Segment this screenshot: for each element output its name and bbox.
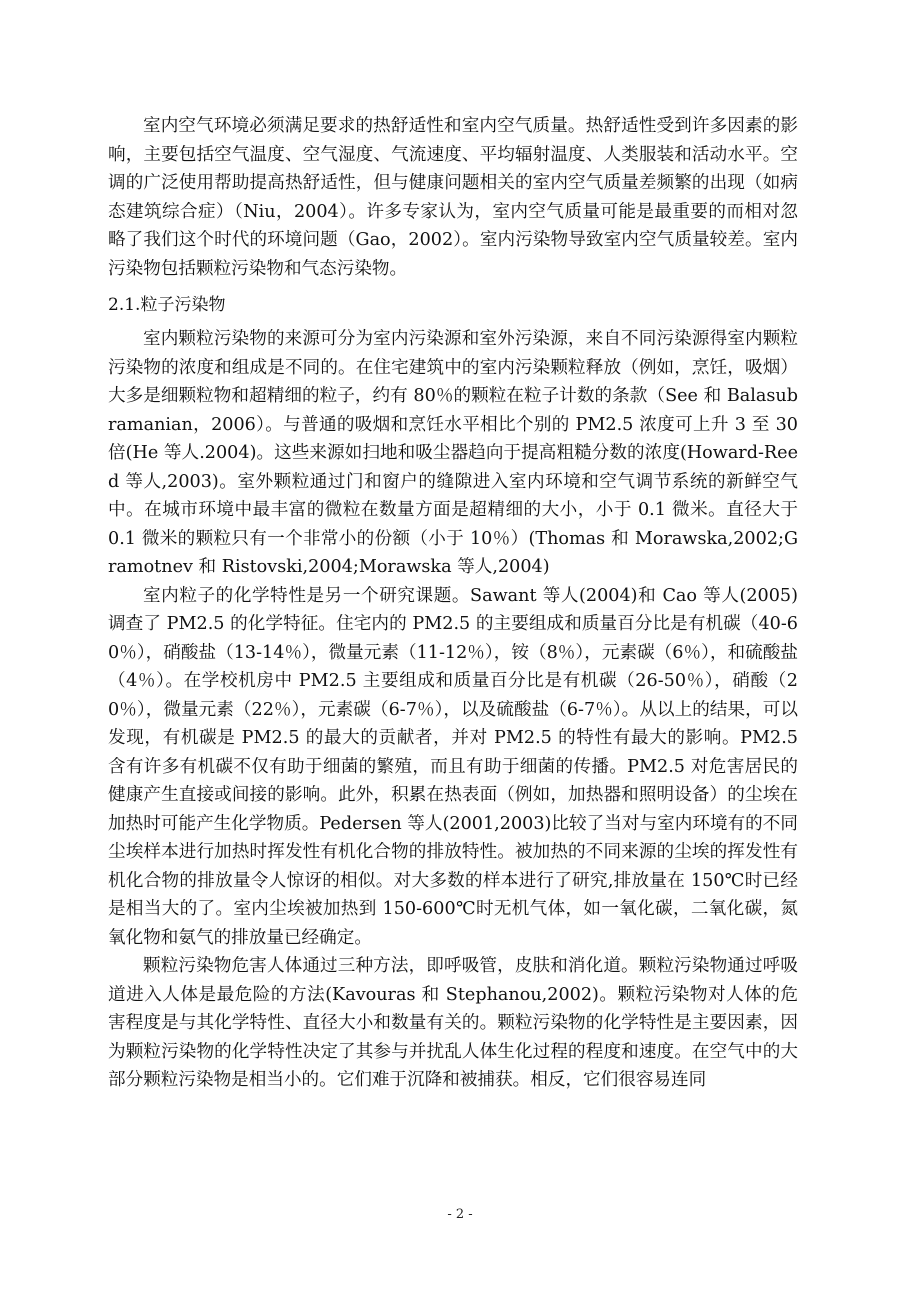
page-number: - 2 - — [447, 1207, 473, 1222]
page-body — [108, 112, 798, 1095]
paragraph-indoor-air-environment: 室内空气环境必须满足要求的热舒适性和室内空气质量。热舒适性受到许多因素的影响，主要包括空气温度、空气湿度、气流速度、平均辐射温度、人类服装和活动水平。空调的广泛使用帮助提高热舒适性，但与健康问题相关的室内空气质量差频繁的出现（如病态建筑综合症）（Niu，2004）。许多专家认为，室内空气质量可能是最重要的而相对忽略了我们这个时代的环境问题（Gao，2002）。室内污染物导致室内空气质量较差。室内污染物包括颗粒污染物和气态污染物。 — [108, 116, 798, 279]
section-heading: 2.1.粒子污染物 — [108, 295, 226, 315]
paragraph-particle-sources: 室内颗粒污染物的来源可分为室内污染源和室外污染源，来自不同污染源得室内颗粒污染物的浓度和组成是不同的。在住宅建筑中的室内污染颗粒释放（例如，烹饪，吸烟）大多是细颗粒物和超精细的粒子，约有 80％的颗粒在粒子计数的条款（See 和 Balasubramanian，2006）。与普通的吸烟和烹饪水平相比个别的 PM2.5 浓度可上升 3 至 30 倍(He 等人.2004)。这些来源如扫地和吸尘器趋向于提高粗糙分数的浓度(Howard-Reed 等人,2003)。室外颗粒通过门和窗户的缝隙进入室内环境和空气调节系统的新鲜空气中。在城市环境中最丰富的微粒在数量方面是超精细的大小，小于 0.1 微米。直径大于 0.1 微米的颗粒只有一个非常小的份额（小于 10％）(Thomas 和 Morawska,2002;Gramotnev 和 Ristovski,2004;Morawska 等人,2004) — [108, 329, 798, 577]
paragraph-particle-chemistry: 室内粒子的化学特性是另一个研究课题。Sawant 等人(2004)和 Cao 等人(2005)调查了 PM2.5 的化学特征。住宅内的 PM2.5 的主要组成和质量百分比是有机碳（40-60％），硝酸盐（13-14％），微量元素（11-12％），铵（8％），元素碳（6％），和硫酸盐（4％）。在学校机房中 PM2.5 主要组成和质量百分比是有机碳（26-50％），硝酸（20％），微量元素（22％），元素碳（6-7％），以及硫酸盐（6-7％）。从以上的结果，可以发现，有机碳是 PM2.5 的最大的贡献者，并对 PM2.5 的特性有最大的影响。PM2.5 含有许多有机碳不仅有助于细菌的繁殖，而且有助于细菌的传播。PM2.5 对危害居民的健康产生直接或间接的影响。此外，积累在热表面（例如，加热器和照明设备）的尘埃在加热时可能产生化学物质。Pedersen 等人(2001,2003)比较了当对与室内环境有的不同尘埃样本进行加热时挥发性有机化合物的排放特性。被加热的不同来源的尘埃的挥发性有机化合物的排放量令人惊讶的相似。对大多数的样本进行了研究,排放量在 150℃时已经是相当大的了。室内尘埃被加热到 150-600℃时无机气体，如一氧化碳，二氧化碳，氮氧化物和氨气的排放量已经确定。 — [108, 585, 798, 948]
paragraph-health-hazard: 颗粒污染物危害人体通过三种方法，即呼吸管，皮肤和消化道。颗粒污染物通过呼吸道进入人体是最危险的方法(Kavouras 和 Stephanou,2002)。颗粒污染物对人体的危害程度是与其化学特性、直径大小和数量有关的。颗粒污染物的化学特性是主要因素，因为颗粒污染物的化学特性决定了其参与并扰乱人体生化过程的程度和速度。在空气中的大部分颗粒污染物是相当小的。它们难于沉降和被捕获。相反，它们很容易连同 — [108, 956, 798, 1090]
